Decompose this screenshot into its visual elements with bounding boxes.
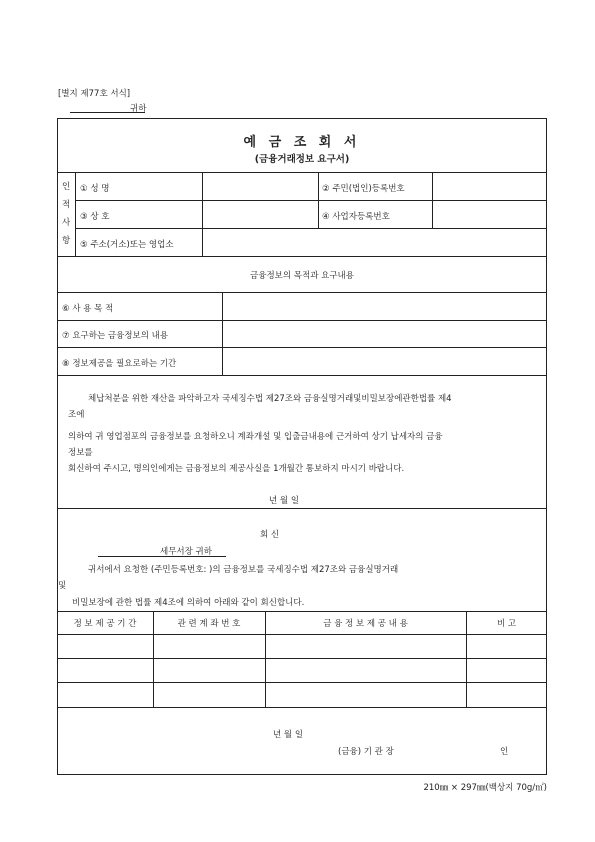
rule-request-body-bottom <box>57 508 547 509</box>
period-label: ⑧ 정보제공을 필요로하는 기간 <box>62 359 177 369</box>
section-char-1: 인 <box>62 182 71 192</box>
rule-taxpayer-col1 <box>202 172 203 256</box>
reply-title: 회 신 <box>260 530 280 540</box>
section-char-4: 항 <box>62 236 71 246</box>
reply-line-1: 귀서에서 요청한 (주민등록번호: )의 금융정보를 국세징수법 제27조와 금융실명거래 <box>88 565 399 575</box>
rule-taxpayer-col3 <box>432 172 433 228</box>
rule-table-bottom <box>57 707 547 708</box>
reply-line-3: 비밀보장에 관한 법률 제4조에 의하여 아래와 같이 회신합니다. <box>72 598 305 608</box>
reply-date: 년 월 일 <box>273 730 304 740</box>
body-line-5: 회신하여 주시고, 명의인에게는 금융정보의 제공사실을 1개월간 통보하지 마시기 바랍니다. <box>68 464 405 474</box>
rule-request-col <box>222 292 223 375</box>
addressee-suffix: 귀하 <box>130 104 147 114</box>
business-number-label: ④ 사업자등록번호 <box>322 212 390 222</box>
form-frame <box>57 118 547 775</box>
purpose-label: ⑥ 사 용 목 적 <box>62 304 114 314</box>
table-header-account: 관 련 계 좌 번 호 <box>177 619 241 629</box>
form-subtitle: (금융거래정보 요구서) <box>254 154 350 165</box>
section-char-3: 사 <box>62 218 71 228</box>
reply-line-2: 및 <box>58 581 67 591</box>
rule-taxpayer-side <box>75 172 76 256</box>
name-label: ① 성 명 <box>80 184 110 194</box>
rule-request-title-bottom <box>57 292 547 293</box>
rule-content-bottom <box>57 347 547 348</box>
institution-head: (금융) 기 관 장 <box>338 747 394 757</box>
company-label: ③ 상 호 <box>80 212 110 222</box>
rule-row1 <box>75 200 547 201</box>
rule-table-top <box>57 611 547 612</box>
form-number: [별지 제77호 서식] <box>58 89 131 99</box>
body-line-3: 의하여 귀 영업점포의 금융정보를 요청하오니 계좌개설 및 입출금내용에 근거하여 상기 납세자의 금융 <box>68 432 443 442</box>
rule-period-bottom <box>57 375 547 376</box>
rule-purpose-bottom <box>57 320 547 321</box>
form-title: 예 금 조 회 서 <box>243 135 361 150</box>
body-line-2: 조에 <box>68 410 85 420</box>
rule-taxpayer-bottom <box>57 256 547 257</box>
reply-addressee: 세무서장 귀하 <box>160 547 212 557</box>
section-char-2: 적 <box>62 200 71 210</box>
seal-mark: 인 <box>500 747 509 757</box>
table-header-remarks: 비 고 <box>496 619 517 629</box>
body-line-4: 정보를 <box>68 448 93 458</box>
rule-table-header-bottom <box>57 634 547 635</box>
content-label: ⑦ 요구하는 금융정보의 내용 <box>62 331 169 341</box>
rule-table-row1 <box>57 658 547 659</box>
table-header-content: 금 융 정 보 제 공 내 용 <box>323 619 408 629</box>
table-header-period: 정 보 제 공 기 간 <box>73 619 137 629</box>
request-section-title: 금융정보의 목적과 요구내용 <box>250 271 354 281</box>
resident-number-label: ② 주민(법인)등록번호 <box>322 184 405 194</box>
rule-title-bottom <box>57 172 547 173</box>
body-line-1: 체납처분을 위한 재산을 파악하고자 국세징수법 제27조와 금융실명거래및비밀보장에관한법률 제4 <box>88 394 452 404</box>
rule-table-row2 <box>57 682 547 683</box>
request-date: 년 월 일 <box>269 496 300 506</box>
rule-taxpayer-col2 <box>318 172 319 228</box>
address-label: ⑤ 주소(거소)또는 영업소 <box>80 240 174 250</box>
rule-row2 <box>75 228 547 229</box>
paper-spec: 210㎜ × 297㎜(백상지 70g/㎡) <box>423 783 547 793</box>
